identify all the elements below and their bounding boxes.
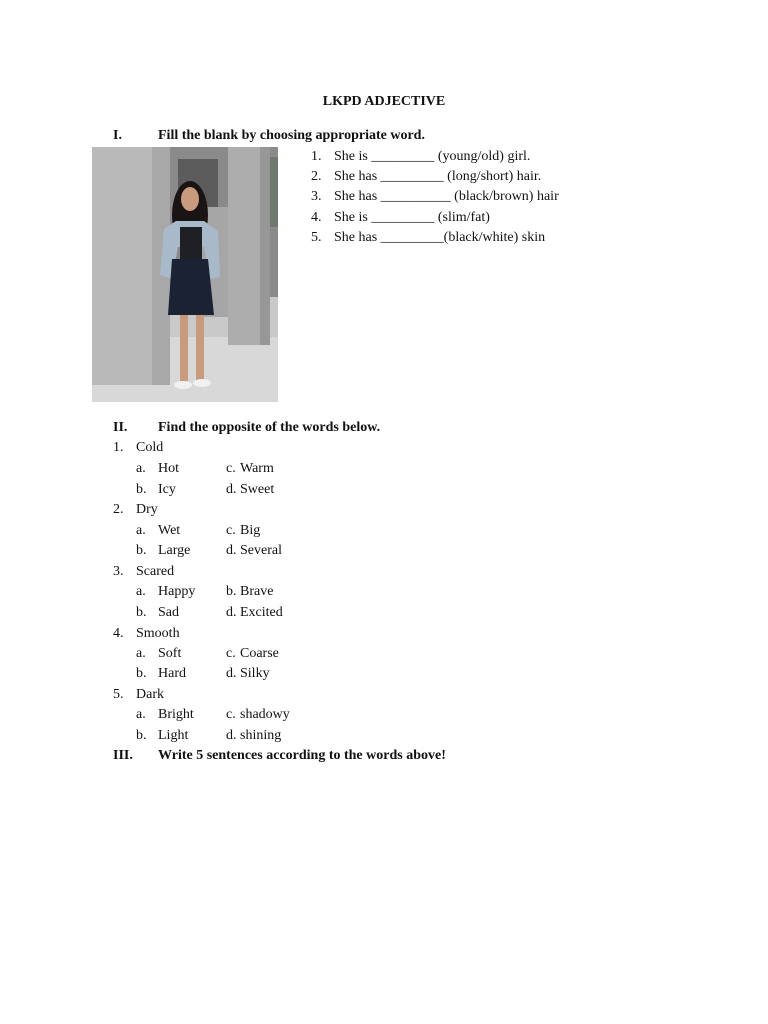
option-letter: d. xyxy=(226,482,237,497)
question-2-word: Dry xyxy=(136,502,158,517)
option-letter: a. xyxy=(136,461,146,476)
option-text: shadowy xyxy=(240,707,290,722)
option-letter: b. xyxy=(136,605,147,620)
option-text: Excited xyxy=(240,605,283,620)
section2-heading: Find the opposite of the words below. xyxy=(158,420,381,435)
section2-numeral: II. xyxy=(113,420,128,435)
option-letter: d. xyxy=(226,666,237,681)
option-text: Hard xyxy=(158,666,186,681)
section1-item-4-text: She is _________ (slim/fat) xyxy=(334,210,490,225)
option-letter: d. xyxy=(226,605,237,620)
section3-numeral: III. xyxy=(113,748,133,763)
option-letter: a. xyxy=(136,584,146,599)
option-text: Icy xyxy=(158,482,176,497)
section1-item-4-number: 4. xyxy=(311,210,322,225)
option-letter: c. xyxy=(226,646,236,661)
section1-numeral: I. xyxy=(113,128,122,143)
question-5-number: 5. xyxy=(113,687,124,702)
option-text: Brave xyxy=(240,584,274,599)
option-text: Hot xyxy=(158,461,179,476)
question-2-number: 2. xyxy=(113,502,124,517)
section1-item-3-text: She has __________ (black/brown) hair xyxy=(334,189,559,204)
option-text: Bright xyxy=(158,707,194,722)
option-letter: b. xyxy=(226,584,237,599)
question-3-number: 3. xyxy=(113,564,124,579)
option-text: Coarse xyxy=(240,646,279,661)
option-letter: c. xyxy=(226,707,236,722)
section1-item-1-text: She is _________ (young/old) girl. xyxy=(334,149,531,164)
section1-item-3-number: 3. xyxy=(311,189,322,204)
option-letter: a. xyxy=(136,646,146,661)
girl-photo xyxy=(92,147,278,402)
option-text: Light xyxy=(158,728,189,743)
section1-item-2-number: 2. xyxy=(311,169,322,184)
section1-heading: Fill the blank by choosing appropriate word. xyxy=(158,128,425,143)
section1-item-5-text: She has _________(black/white) skin xyxy=(334,230,546,245)
option-letter: d. xyxy=(226,543,237,558)
option-letter: d. xyxy=(226,728,237,743)
option-text: Big xyxy=(240,523,261,538)
option-text: shining xyxy=(240,728,282,743)
option-text: Soft xyxy=(158,646,182,661)
section1-item-2-text: She has _________ (long/short) hair. xyxy=(334,169,542,184)
question-3-word: Scared xyxy=(136,564,175,579)
option-text: Large xyxy=(158,543,191,558)
option-letter: a. xyxy=(136,707,146,722)
option-letter: b. xyxy=(136,666,147,681)
option-text: Happy xyxy=(158,584,196,599)
option-letter: c. xyxy=(226,523,236,538)
section1-item-5-number: 5. xyxy=(311,230,322,245)
option-letter: b. xyxy=(136,482,147,497)
option-letter: b. xyxy=(136,543,147,558)
option-text: Several xyxy=(240,543,282,558)
option-text: Silky xyxy=(240,666,270,681)
page-title: LKPD ADJECTIVE xyxy=(322,94,446,109)
option-text: Sweet xyxy=(240,482,275,497)
section1-item-1-number: 1. xyxy=(311,149,322,164)
option-letter: a. xyxy=(136,523,146,538)
option-text: Wet xyxy=(158,523,181,538)
option-text: Warm xyxy=(240,461,274,476)
option-letter: b. xyxy=(136,728,147,743)
option-text: Sad xyxy=(158,605,179,620)
question-5-word: Dark xyxy=(136,687,164,702)
question-4-word: Smooth xyxy=(136,626,180,641)
question-1-number: 1. xyxy=(113,440,124,455)
question-4-number: 4. xyxy=(113,626,124,641)
section3-heading: Write 5 sentences according to the words above! xyxy=(158,748,446,763)
option-letter: c. xyxy=(226,461,236,476)
question-1-word: Cold xyxy=(136,440,164,455)
